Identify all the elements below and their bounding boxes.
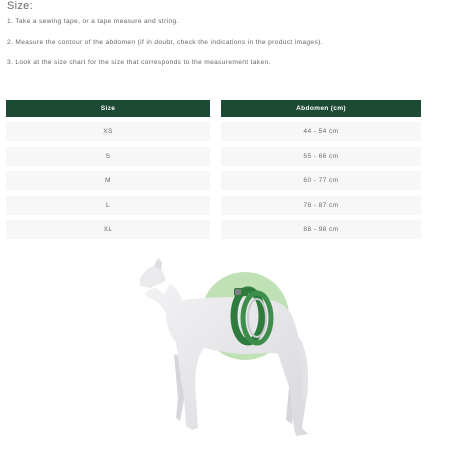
size-column xyxy=(6,100,210,239)
size-cell: XL xyxy=(6,220,210,239)
dog-body xyxy=(146,284,308,436)
abdomen-column xyxy=(221,100,421,239)
size-heading: Size: xyxy=(7,0,33,12)
size-cell: L xyxy=(6,196,210,215)
abdomen-column-header: Abdomen (cm) xyxy=(221,100,421,117)
instruction-step-1: 1. Take a sewing tape, or a tape measure and string. xyxy=(7,18,179,25)
size-column-header: Size xyxy=(6,100,210,117)
size-cell: M xyxy=(6,171,210,190)
abdomen-cell: 55 - 66 cm xyxy=(221,147,421,166)
abdomen-cell: 60 - 77 cm xyxy=(221,171,421,190)
instruction-step-3: 3. Look at the size chart for the size that corresponds to the measurement taken. xyxy=(7,59,271,66)
abdomen-cell: 78 - 87 cm xyxy=(221,196,421,215)
dog-head xyxy=(140,266,166,288)
belly-band-buckle xyxy=(235,289,241,295)
abdomen-cell: 88 - 98 cm xyxy=(221,220,421,239)
instruction-step-2: 2. Measure the contour of the abdomen (if in doubt, check the indications in the product images). xyxy=(7,38,323,46)
instruction-list xyxy=(7,17,323,79)
size-cell: S xyxy=(6,147,210,166)
size-cell: XS xyxy=(6,122,210,141)
dog-wearing-belly-band-icon xyxy=(130,258,330,448)
abdomen-cell: 44 - 54 cm xyxy=(221,122,421,141)
